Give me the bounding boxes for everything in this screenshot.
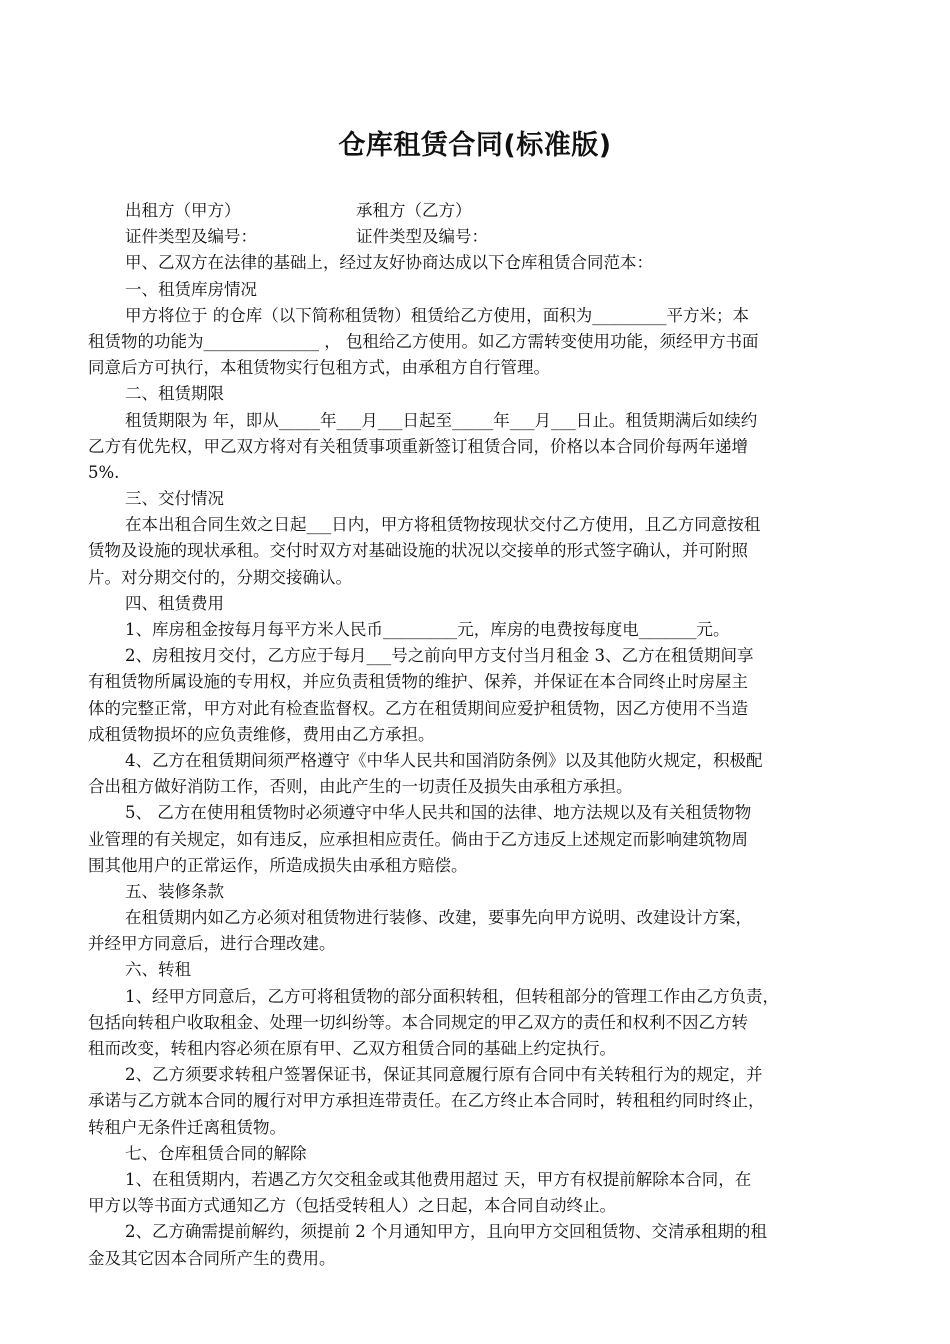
text-line: 租赁期限为 年，即从_____年___月___日起至_____年___月___日止。租赁期满后如续约 [125, 410, 758, 430]
text-line: 甲、乙双方在法律的基础上，经过友好协商达成以下仓库租赁合同范本： [125, 253, 653, 273]
text-line: 围其他用户的正常运作，所造成损失由承租方赔偿。 [88, 855, 468, 875]
text-line: 2、房租按月交付，乙方应于每月___号之前向甲方支付当月租金 3、乙方在租赁期间享 [125, 646, 754, 666]
contract-body [88, 198, 868, 1272]
text-line: 在租赁期内如乙方必须对租赁物进行装修、改建，要事先向甲方说明、改建设计方案， [125, 908, 752, 928]
text-line: 包括向转租户收取租金、处理一切纠纷等。本合同规定的甲乙双方的责任和权利不因乙方转 [88, 1012, 748, 1032]
lessee-id-label: 证件类型及编号： [356, 227, 488, 247]
text-line: 乙方有优先权，甲乙双方将对有关租赁事项重新签订租赁合同，价格以本合同价每两年递增 [88, 436, 748, 456]
text-line: 5%. [88, 462, 120, 482]
lessee-label: 承租方（乙方） [356, 201, 472, 220]
text-line: 在本出租合同生效之日起___日内，甲方将租赁物按现状交付乙方使用，且乙方同意按租 [125, 515, 761, 535]
lessor-label: 出租方（甲方） [125, 201, 241, 220]
text-line: 赁物及设施的现状承租。交付时双方对基础设施的状况以交接单的形式签字确认，并可附照 [88, 541, 748, 561]
text-line: 1、库房租金按每月每平方米人民币_________元，库房的电费按每度电_______元。 [125, 620, 730, 639]
text-line: 2、乙方确需提前解约，须提前 2 个月通知甲方，且向甲方交回租赁物、交清承租期的租 [125, 1222, 767, 1242]
text-line: 六、转租 [125, 960, 191, 980]
text-line: 体的完整正常，甲方对此有检查监督权。乙方在租赁期间应爱护租赁物，因乙方使用不当造 [88, 698, 748, 718]
text-line: 4、乙方在租赁期间须严格遵守《中华人民共和国消防条例》以及其他防火规定，积极配 [125, 750, 763, 770]
text-line: 合出租方做好消防工作，否则，由此产生的一切责任及损失由承租方承担。 [88, 777, 633, 797]
text-line: 有租赁物所属设施的专用权，并应负责租赁物的维护、保养，并保证在本合同终止时房屋主 [88, 672, 748, 692]
party-id-row [88, 224, 868, 250]
text-line: 二、租赁期限 [125, 384, 224, 404]
text-line: 金及其它因本合同所产生的费用。 [88, 1248, 336, 1268]
text-line: 业管理的有关规定，如有违反，应承担相应责任。倘由于乙方违反上述规定而影响建筑物周 [88, 829, 748, 849]
text-line: 七、仓库租赁合同的解除 [125, 1143, 307, 1163]
text-line: 1、在租赁期内，若遇乙方欠交租金或其他费用超过 天，甲方有权提前解除本合同，在 [125, 1169, 752, 1189]
text-line: 一、租赁库房情况 [125, 279, 257, 299]
text-line: 租赁物的功能为______________ ， 包租给乙方使用。如乙方需转变使用功能，须经甲方书面 [88, 331, 759, 351]
lessor-id-label: 证件类型及编号： [125, 227, 257, 247]
text-line: 5、 乙方在使用租赁物时必须遵守中华人民共和国的法律、地方法规以及有关租赁物物 [125, 803, 752, 823]
text-line: 三、交付情况 [125, 489, 224, 509]
document-title: 仓库租赁合同(标准版) [338, 130, 612, 161]
text-line: 转租户无条件迁离租赁物。 [88, 1117, 286, 1137]
text-line: 同意后方可执行，本租赁物实行包租方式，由承租方自行管理。 [88, 358, 550, 378]
party-names-row [88, 198, 868, 224]
text-line: 2、乙方须要求转租户签署保证书，保证其同意履行原有合同中有关转租行为的规定，并 [125, 1065, 763, 1085]
text-line: 甲方将位于 的仓库（以下简称租赁物）租赁给乙方使用，面积为_________平方米；本 [125, 305, 749, 325]
text-line: 租而改变，转租内容必须在原有甲、乙双方租赁合同的基础上约定执行。 [88, 1039, 616, 1058]
text-line: 四、租赁费用 [125, 593, 224, 613]
text-line: 甲方以等书面方式通知乙方（包括受转租人）之日起，本合同自动终止。 [88, 1196, 616, 1216]
text-line: 并经甲方同意后，进行合理改建。 [88, 934, 336, 954]
text-line: 承诺与乙方就本合同的履行对甲方承担连带责任。在乙方终止本合同时，转租租约同时终止， [88, 1091, 765, 1111]
text-line: 1、经甲方同意后，乙方可将租赁物的部分面积转租，但转租部分的管理工作由乙方负责， [125, 986, 779, 1006]
text-line: 五、装修条款 [125, 881, 224, 901]
text-line: 成租赁物损坏的应负责维修，费用由乙方承担。 [88, 724, 435, 744]
text-line: 片。对分期交付的，分期交接确认。 [88, 567, 352, 587]
